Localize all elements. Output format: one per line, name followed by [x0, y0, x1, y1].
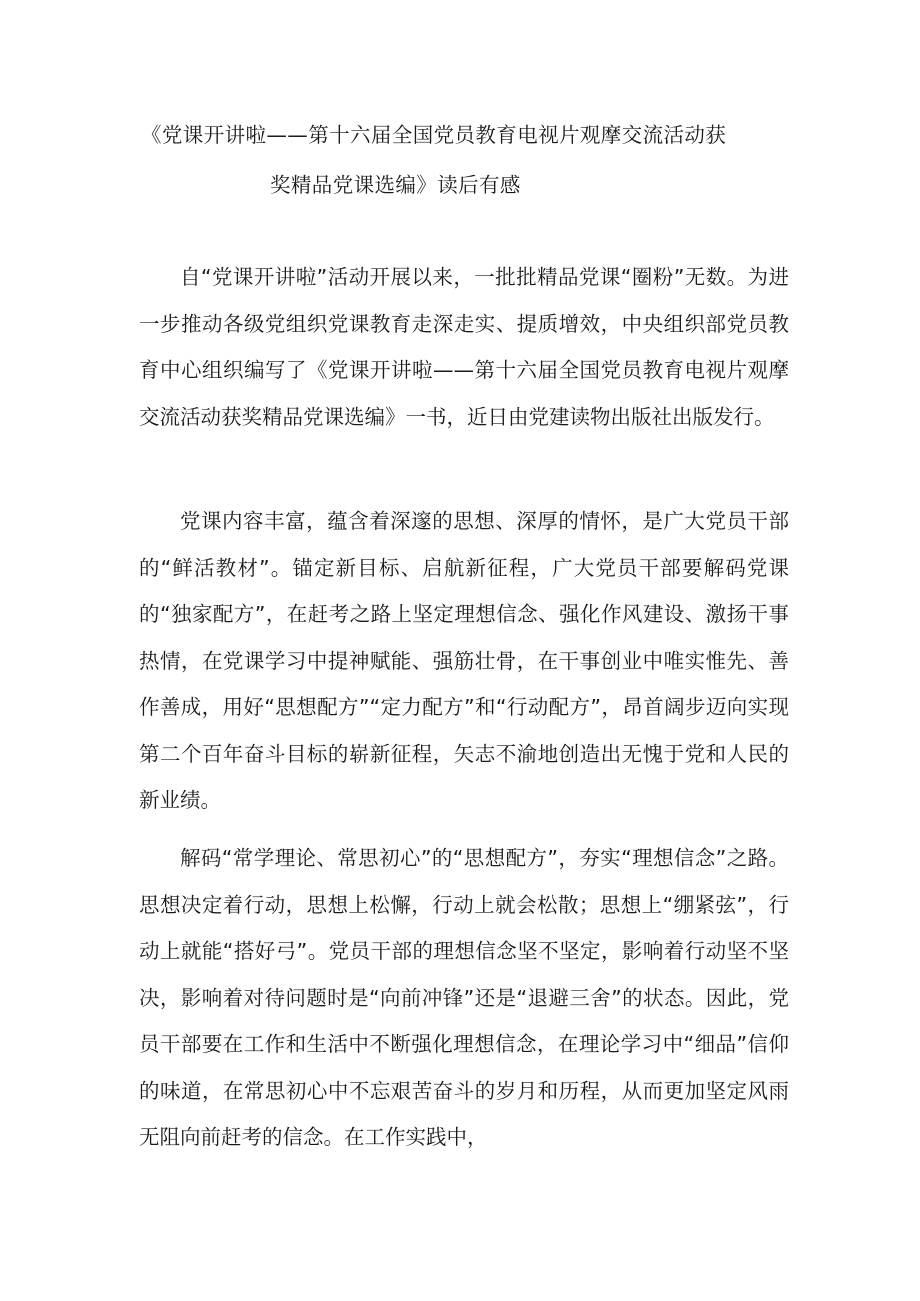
document-title-line-1: 《党课开讲啦——第十六届全国党员教育电视片观摩交流活动获	[141, 123, 727, 147]
document-title-line-2: 奖精品党课选编》读后有感	[270, 173, 521, 197]
body-paragraph-3: 解码“常学理论、常思初心”的“思想配方”，夯实“理想信念”之路。思想决定着行动，思想上松懈，行动上就会松散；思想上“绷紧弦”，行动上就能“搭好弓”。党员干部的理想信念坚不坚定，影响着行动坚不坚决，影响着对待问题时是“向前冲锋”还是“退避三舍”的状态。因此，党员干部要在工作和生活中不断强化理想信念，在理论学习中“细品”信仰的味道，在常思初心中不忘艰苦奋斗的岁月和历程，从而更加坚定风雨无阻向前赶考的信念。在工作实践中，	[139, 846, 789, 1149]
body-paragraph-1: 自“党课开讲啦”活动开展以来，一批批精品党课“圈粉”无数。为进一步推动各级党组织党课教育走深走实、提质增效，中央组织部党员教育中心组织编写了《党课开讲啦——第十六届全国党员教育电视片观摩交流活动获奖精品党课选编》一书，近日由党建读物出版社出版发行。	[139, 265, 789, 429]
body-paragraph-2: 党课内容丰富，蕴含着深邃的思想、深厚的情怀，是广大党员干部的“鲜活教材”。锚定新目标、启航新征程，广大党员干部要解码党课的“独家配方”，在赶考之路上坚定理想信念、强化作风建设、激扬干事热情，在党课学习中提神赋能、强筋壮骨，在干事创业中唯实惟先、善作善成，用好“思想配方”“定力配方”和“行动配方”，昂首阔步迈向实现第二个百年奋斗目标的崭新征程，矢志不渝地创造出无愧于党和人民的新业绩。	[139, 509, 789, 812]
